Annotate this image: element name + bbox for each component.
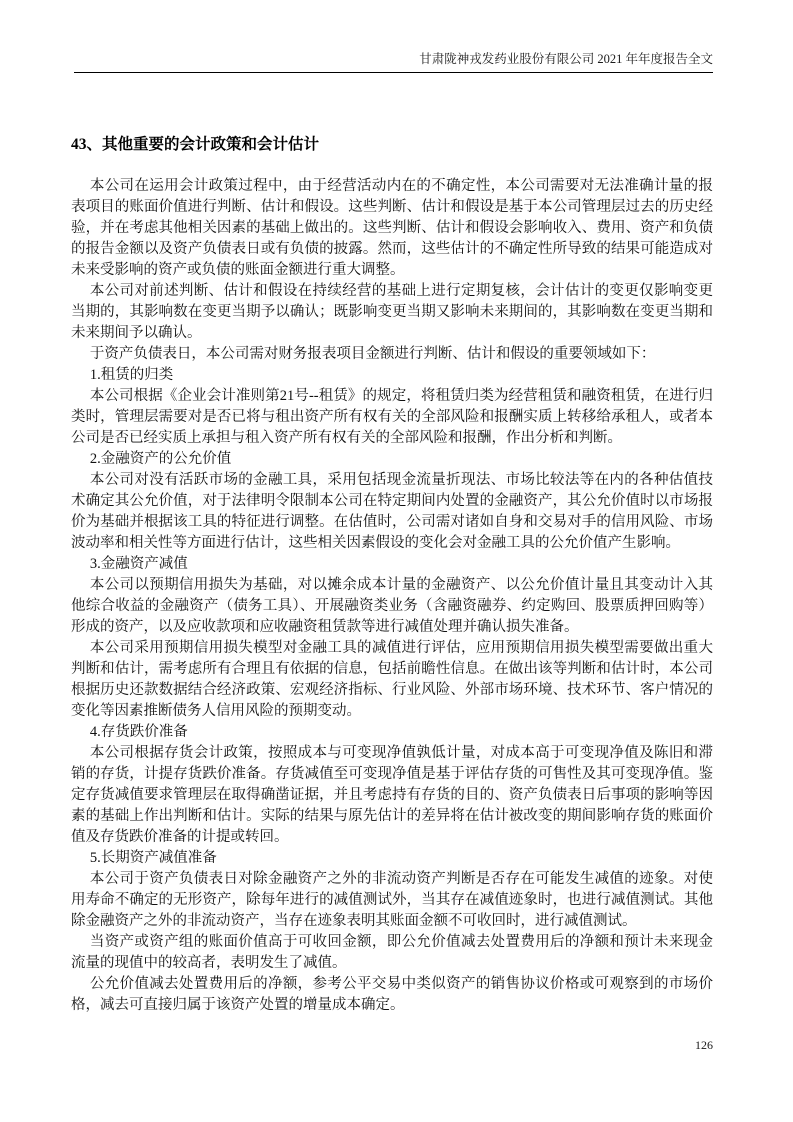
para-periodic-review: 本公司对前述判断、估计和假设在持续经营的基础上进行定期复核，会计估计的变更仅影响变更当期的，其影响数在变更当期予以确认；既影响变更当期又影响未来期间的，其影响数在变更当期和未来期间予以确认。	[71, 283, 713, 341]
item-2-fair-value: 2.金融资产的公允价值	[89, 451, 232, 467]
para-key-areas-lead-in: 于资产负债表日，本公司需对财务报表项目金额进行判断、估计和假设的重要领域如下：	[89, 346, 656, 362]
para-long-term-impairment: 本公司于资产负债表日对除金融资产之外的非流动资产判断是否存在可能发生减值的迹象。对使用寿命不确定的无形资产，除每年进行的减值测试外，当其存在减值迹象时，也进行减值测试。其他除金融资产之外的非流动资产，当存在迹象表明其账面金额不可收回时，进行减值测试。	[71, 871, 713, 929]
para-ecl-model: 本公司采用预期信用损失模型对金融工具的减值进行评估，应用预期信用损失模型需要做出重大判断和估计，需考虑所有合理且有依据的信息，包括前瞻性信息。在做出该等判断和估计时，本公司根据历史还款数据结合经济政策、宏观经济指标、行业风险、外部市场环境、技术环节、客户情况的变化等因素推断债务人信用风险的预期变动。	[71, 640, 713, 719]
report-header-title: 甘肃陇神戎发药业股份有限公司 2021 年年度报告全文	[74, 50, 713, 73]
para-recoverable-amount: 当资产或资产组的账面价值高于可收回金额，即公允价值减去处置费用后的净额和预计未来现金流量的现值中的较高者，表明发生了减值。	[71, 934, 713, 971]
para-fair-value: 本公司对没有活跃市场的金融工具，采用包括现金流量折现法、市场比较法等在内的各种估值技术确定其公允价值，对于法律明令限制本公司在特定期间内处置的金融资产，其公允价值时以市场报价为基础并根据该工具的特征进行调整。在估值时，公司需对诸如自身和交易对手的信用风险、市场波动率和相关性等方面进行估计，这些相关因素假设的变化会对金融工具的公允价值产生影响。	[71, 472, 713, 551]
para-lease-classification: 本公司根据《企业会计准则第21号--租赁》的规定，将租赁归类为经营租赁和融资租赁，在进行归类时，管理层需要对是否已将与租出资产所有权有关的全部风险和报酬实质上转移给承租人，或者本公司是否已经实质上承担与租入资产所有权有关的全部风险和报酬，作出分析和判断。	[71, 388, 713, 446]
para-estimates-intro: 本公司在运用会计政策过程中，由于经营活动内在的不确定性，本公司需要对无法准确计量的报表项目的账面价值进行判断、估计和假设。这些判断、估计和假设是基于本公司管理层过去的历史经验，并在考虑其他相关因素的基础上做出的。这些判断、估计和假设会影响收入、费用、资产和负债的报告金额以及资产负债表日或有负债的披露。然而，这些估计的不确定性所导致的结果可能造成对未来受影响的资产或负债的账面金额进行重大调整。	[71, 178, 713, 278]
section-heading: 43、其他重要的会计政策和会计估计	[71, 136, 320, 153]
page-number: 126	[695, 1038, 713, 1052]
item-5-long-term-assets: 5.长期资产减值准备	[89, 850, 217, 866]
item-1-lease-classification: 1.租赁的归类	[89, 367, 174, 383]
item-4-inventory: 4.存货跌价准备	[89, 724, 188, 740]
item-3-impairment: 3.金融资产减值	[89, 556, 188, 572]
para-fair-value-less-costs: 公允价值减去处置费用后的净额，参考公平交易中类似资产的销售协议价格或可观察到的市场价格，减去可直接归属于该资产处置的增量成本确定。	[71, 976, 713, 1013]
para-impairment-scope: 本公司以预期信用损失为基础，对以摊余成本计量的金融资产、以公允价值计量且其变动计入其他综合收益的金融资产（债务工具）、开展融资类业务（含融资融券、约定购回、股票质押回购等）形成的资产，以及应收款项和应收融资租赁款等进行减值处理并确认损失准备。	[71, 577, 713, 635]
para-inventory-provision: 本公司根据存货会计政策，按照成本与可变现净值孰低计量，对成本高于可变现净值及陈旧和滞销的存货，计提存货跌价准备。存货减值至可变现净值是基于评估存货的可售性及其可变现净值。鉴定存货减值要求管理层在取得确凿证据，并且考虑持有存货的目的、资产负债表日后事项的影响等因素的基础上作出判断和估计。实际的结果与原先估计的差异将在估计被改变的期间影响存货的账面价值及存货跌价准备的计提或转回。	[71, 745, 713, 845]
section-body	[71, 176, 713, 1016]
